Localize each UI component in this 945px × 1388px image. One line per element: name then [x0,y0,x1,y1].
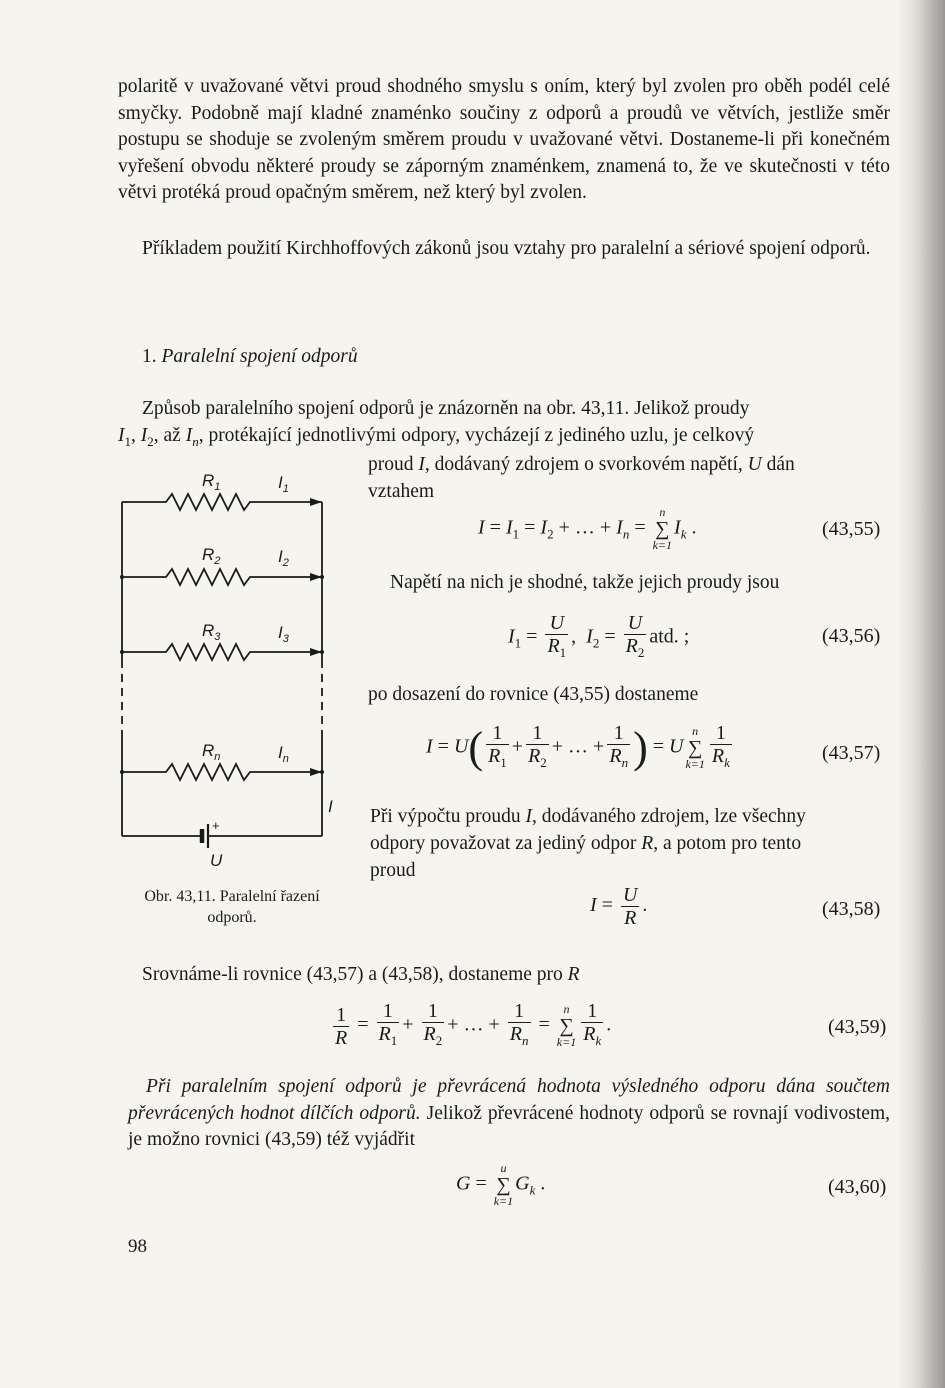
figure-caption-line2: odporů. [207,909,257,926]
paragraph-conductance: Při paralelním spojení odporů je převrácená hodnota výsledného odporu dána součtem převrácených hodnot dílčích odporů. Jelikož převrácené hodnoty odporů se rovnají vodivostem, je možno rovnici (43,59) též vyjádřit [128,1076,890,1150]
equation-number-43-57: (43,57) [822,742,881,764]
label-in: $I_n$ [278,743,289,765]
paragraph-parallel-line1: Způsob paralelního spojení odporů je znázorněn na obr. 43,11. Jelikož proudy [142,398,750,419]
section-title: Paralelní spojení odporů [161,346,358,367]
paragraph-total-current-line1: Při výpočtu proudu I, dodávaného zdrojem, lze všechny [370,806,806,827]
node-dot [120,770,124,774]
equation-43-59: $\frac{1}{R}$ = $\frac{1}{R_1}$ + $\frac{1}{R_2}$ + … + $\frac{1}{R_n}$ = n ∑ k=1 $\frac{1}{R_k}$ . [330,1000,611,1052]
label-rn: $R_n$ [202,741,221,763]
resistor-rn [122,764,322,780]
equation-number-43-56: (43,56) [822,625,881,647]
paragraph-voltage-same: Napětí na nich je shodné, takže jejich proudy jsou [390,572,780,593]
arrow-i1 [310,498,322,506]
resistor-r3 [122,644,322,660]
paragraph-compare: Srovnáme-li rovnice (43,57) a (43,58), dostaneme pro R [142,964,580,985]
node-dot [320,650,324,654]
paragraph-total-current-line3: proud [370,860,416,881]
page-number: 98 [128,1236,147,1257]
equation-number-43-58: (43,58) [822,898,881,920]
label-i1: $I_1$ [278,473,289,495]
node-dot [320,770,324,774]
paragraph-kirchhoff-example: Příkladem použití Kirchhoffových zákonů jsou vztahy pro paralelní a sériové spojení odporů. [142,238,871,259]
figure-caption [112,886,352,928]
equation-43-55: $I = I_1 = I_2$ + … + $I_n$ = n ∑ k=1 $I_k$ . [478,505,697,552]
paragraph-total-current-line2: odpory považovat za jediný odpor R, a potom pro tento [370,833,802,854]
label-i3: $I_3$ [278,623,289,645]
equation-43-60: G = u ∑ k=1 $G_k$ . [456,1161,546,1208]
equation-43-58: I = $\frac{U}{R}$ . [590,884,648,929]
equation-number-43-59: (43,59) [828,1016,887,1038]
equation-number-43-55: (43,55) [822,518,881,540]
paragraph-parallel-line2: $I_1$, $I_2$, až $I_n$, protékající jednotlivými odpory, vycházejí z jediného uzlu, je celkový [118,425,755,449]
resistor-r2 [122,569,322,585]
label-r3: $R_3$ [202,621,221,643]
node-dot [120,575,124,579]
label-i-total: I [328,797,333,816]
label-r1: $R_1$ [202,471,221,493]
section-number: 1. [142,346,157,367]
paragraph-parallel-line4: vztahem [368,481,435,502]
paragraph-parallel-line3: proud I, dodávaný zdrojem o svorkovém napětí, U dán [368,454,795,475]
equation-43-57: I = U( $\frac{1}{R_1}$ + $\frac{1}{R_2}$ + … + $\frac{1}{R_n}$ ) = U n ∑ k=1 $\frac{1}{R_k}$ [426,722,730,772]
label-r2: $R_2$ [202,545,221,567]
italic-statement: Při paralelním spojení odporů je převrácená hodnota výsledného odporu dána součtem převrácených hodnot dílčích odporů. [128,1076,890,1124]
label-u: U [210,851,223,870]
figure-caption-line1: Obr. 43,11. Paralelní řazení [144,888,320,905]
resistor-r1 [122,494,322,510]
equation-43-56: $I_1$ = $\frac{U}{R_1}$ , $I_2$ = $\frac{U}{R_2}$ atd. ; [508,612,689,664]
label-plus: + [212,818,220,833]
page-spine-shadow [897,0,945,1388]
equation-number-43-60: (43,60) [828,1176,887,1198]
label-i2: $I_2$ [278,547,289,569]
node-dot [320,575,324,579]
node-dot [120,650,124,654]
paragraph-substitution: po dosazení do rovnice (43,55) dostaneme [368,684,699,705]
section-heading [142,344,742,371]
paragraph-intro: polaritě v uvažované větvi proud shodného smyslu s oním, který byl zvolen pro oběh podél celé smyčky. Podobně mají kladné znaménko součiny z odporů a proudů ve větvích, jestliže směr postupu se shoduje se zvoleným směrem proudu v uvažované větvi. Dostaneme-li při konečném vyřešení obvodu některé proudy se záporným znaménkem, znamená to, že ve skutečnosti v této větvi protéká proud opačným směrem, než který byl zvolen. [118,76,890,203]
sum-symbol: n ∑ k=1 [652,505,673,552]
figure-parallel-resistors [110,460,350,880]
